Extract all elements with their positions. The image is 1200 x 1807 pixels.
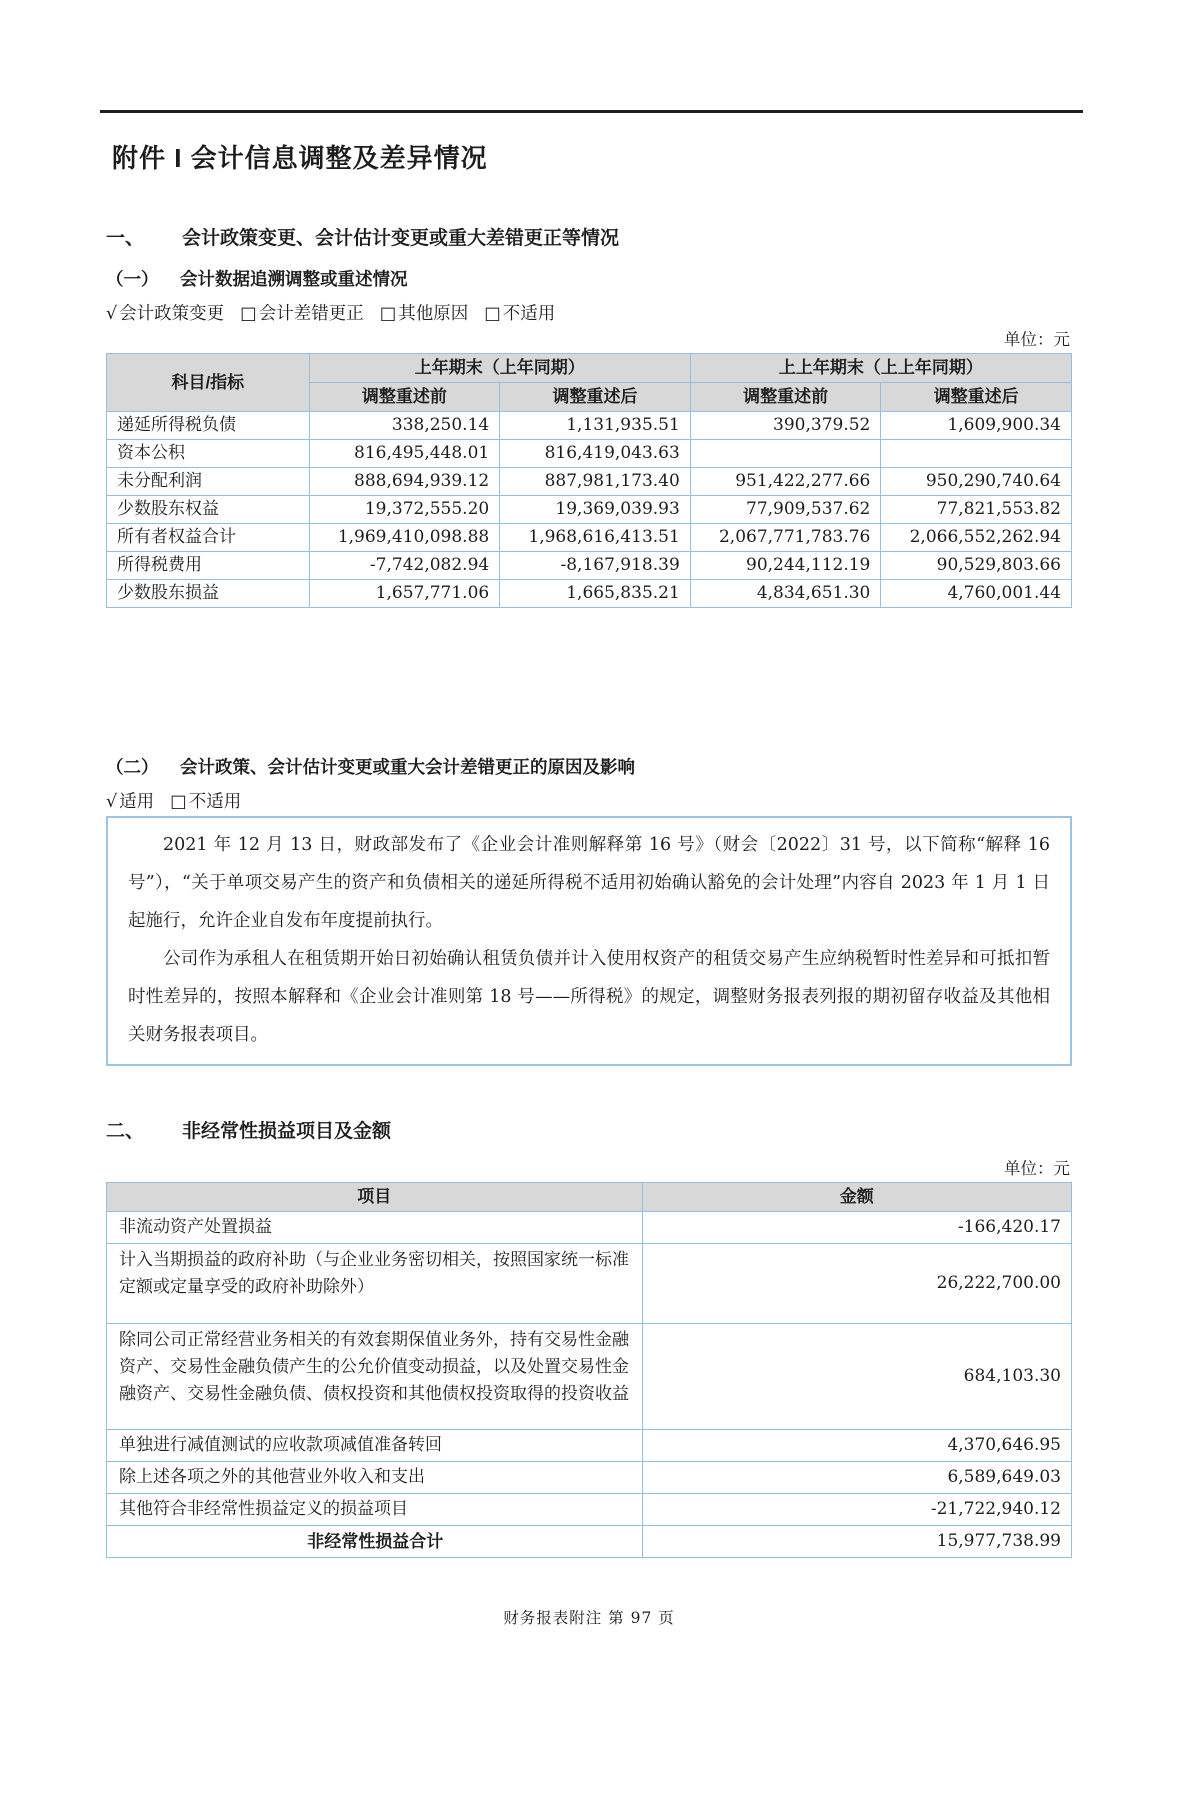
cell-value — [881, 440, 1072, 468]
option-accounting-policy-change — [106, 300, 224, 325]
cell-value: 2,067,771,783.76 — [690, 524, 881, 552]
section-2-title: 非经常性损益项目及金额 — [182, 1121, 392, 1142]
table-row — [107, 1324, 1072, 1430]
cell-value: 4,760,001.44 — [881, 580, 1072, 608]
unit-label: 单位：元 — [1004, 1159, 1070, 1178]
checked-checkbox-icon: √ — [106, 792, 118, 812]
row-label: 少数股东损益 — [107, 580, 310, 608]
column-group-year-before-prior: 上上年期末（上上年同期） — [690, 354, 1071, 383]
table-row — [107, 1462, 1072, 1494]
row-label: 资本公积 — [107, 440, 310, 468]
table-row — [107, 412, 1072, 440]
item-amount: 26,222,700.00 — [642, 1244, 1071, 1324]
total-label: 非经常性损益合计 — [107, 1526, 643, 1558]
cell-value: -7,742,082.94 — [309, 552, 500, 580]
cell-value: 816,419,043.63 — [500, 440, 691, 468]
section-2-number: 二、 — [106, 1121, 145, 1142]
option-label: 会计差错更正 — [258, 304, 364, 324]
cell-value: 390,379.52 — [690, 412, 881, 440]
table-row — [107, 440, 1072, 468]
item-label: 除上述各项之外的其他营业外收入和支出 — [107, 1462, 643, 1494]
checked-checkbox-icon: √ — [106, 304, 118, 324]
row-label: 所得税费用 — [107, 552, 310, 580]
cell-value: 887,981,173.40 — [500, 468, 691, 496]
unchecked-checkbox-icon: □ — [484, 304, 501, 324]
column-header-subject: 科目/指标 — [107, 354, 310, 412]
option-not-applicable — [484, 300, 555, 325]
cell-value: 4,834,651.30 — [690, 580, 881, 608]
cell-value: 19,372,555.20 — [309, 496, 500, 524]
table-header-row — [107, 1183, 1072, 1212]
option-label: 适用 — [119, 792, 155, 812]
cell-value: 2,066,552,262.94 — [881, 524, 1072, 552]
cell-value: 19,369,039.93 — [500, 496, 691, 524]
cell-value: 90,529,803.66 — [881, 552, 1072, 580]
option-label: 其他原因 — [398, 304, 469, 324]
table-row — [107, 468, 1072, 496]
item-label: 非流动资产处置损益 — [107, 1212, 643, 1244]
header-rule — [100, 110, 1083, 113]
cell-value: 1,969,410,098.88 — [309, 524, 500, 552]
restatement-table — [106, 353, 1072, 608]
section-1-title: 会计政策变更、会计估计变更或重大差错更正等情况 — [182, 228, 620, 249]
explanation-paragraph: 公司作为承租人在租赁期开始日初始确认租赁负债并计入使用权资产的租赁交易产生应纳税暂时性差异和可抵扣暂时性差异的，按照本解释和《企业会计准则第 18 号——所得税》的规定，调整财务报表列报的期初留存收益及其他相关财务报表项目。 — [128, 949, 1050, 1045]
item-amount: -166,420.17 — [642, 1212, 1071, 1244]
row-label: 少数股东权益 — [107, 496, 310, 524]
cell-value: -8,167,918.39 — [500, 552, 691, 580]
column-header-before-restatement: 调整重述前 — [309, 383, 500, 412]
table-row — [107, 496, 1072, 524]
cell-value: 1,968,616,413.51 — [500, 524, 691, 552]
explanation-paragraph: 2021 年 12 月 13 日，财政部发布了《企业会计准则解释第 16 号》（财会〔2022〕31 号，以下简称“解释 16 号”），“关于单项交易产生的资产和负债相关的递延所得税不适用初始确认豁免的会计处理”内容自 2023 年 1 月 1 日起施行，允许企业自发布年度提前执行。 — [128, 835, 1050, 931]
cell-value: 950,290,740.64 — [881, 468, 1072, 496]
row-label: 未分配利润 — [107, 468, 310, 496]
item-amount: 4,370,646.95 — [642, 1430, 1071, 1462]
unchecked-checkbox-icon: □ — [379, 304, 397, 324]
cell-value: 888,694,939.12 — [309, 468, 500, 496]
option-accounting-error-correction — [240, 300, 364, 325]
cell-value: 1,665,835.21 — [500, 580, 691, 608]
option-applicable — [106, 788, 154, 813]
column-header-after-restatement: 调整重述后 — [881, 383, 1072, 412]
table-row — [107, 524, 1072, 552]
option-label: 会计政策变更 — [119, 304, 225, 324]
section-1-2-number: （二） — [106, 757, 159, 777]
section-2-heading — [106, 1116, 1072, 1143]
item-label: 计入当期损益的政府补助（与企业业务密切相关，按照国家统一标准定额或定量享受的政府补助除外） — [107, 1244, 643, 1324]
section-1-1-heading — [106, 266, 1072, 291]
cell-value: 951,422,277.66 — [690, 468, 881, 496]
option-label: 不适用 — [188, 792, 242, 812]
applicability-options — [106, 788, 1072, 813]
section-1-2-heading — [106, 754, 1072, 779]
option-label: 不适用 — [502, 304, 556, 324]
cell-value: 77,821,553.82 — [881, 496, 1072, 524]
item-amount: 684,103.30 — [642, 1324, 1071, 1430]
document-page — [106, 110, 1072, 1628]
row-label: 所有者权益合计 — [107, 524, 310, 552]
section-1-2-title: 会计政策、会计估计变更或重大会计差错更正的原因及影响 — [180, 757, 635, 777]
section-1-heading — [106, 223, 1072, 250]
row-label: 递延所得税负债 — [107, 412, 310, 440]
table-total-row — [107, 1526, 1072, 1558]
option-other-reason — [380, 300, 469, 325]
table-row — [107, 1212, 1072, 1244]
table-row — [107, 1244, 1072, 1324]
section-1-number: 一、 — [106, 228, 145, 249]
cell-value: 90,244,112.19 — [690, 552, 881, 580]
column-header-after-restatement: 调整重述后 — [500, 383, 691, 412]
policy-change-options — [106, 300, 1072, 325]
cell-value: 1,609,900.34 — [881, 412, 1072, 440]
table-row — [107, 552, 1072, 580]
table-group-header-row — [107, 354, 1072, 383]
unchecked-checkbox-icon: □ — [170, 792, 187, 812]
page-footer: 财务报表附注 第 97 页 — [503, 1609, 675, 1627]
item-label: 其他符合非经常性损益定义的损益项目 — [107, 1494, 643, 1526]
column-header-item: 项目 — [107, 1183, 643, 1212]
cell-value: 338,250.14 — [309, 412, 500, 440]
total-amount: 15,977,738.99 — [642, 1526, 1071, 1558]
section-1-1-title: 会计数据追溯调整或重述情况 — [180, 269, 408, 289]
item-amount: -21,722,940.12 — [642, 1494, 1071, 1526]
item-label: 单独进行减值测试的应收款项减值准备转回 — [107, 1430, 643, 1462]
page-title: 附件 I 会计信息调整及差异情况 — [112, 143, 488, 173]
column-group-prior-year: 上年期末（上年同期） — [309, 354, 690, 383]
item-label: 除同公司正常经营业务相关的有效套期保值业务外，持有交易性金融资产、交易性金融负债产生的公允价值变动损益，以及处置交易性金融资产、交易性金融负债、债权投资和其他债权投资取得的投资收益 — [107, 1324, 643, 1430]
unchecked-checkbox-icon: □ — [240, 304, 257, 324]
section-1-1-number: （一） — [106, 269, 159, 289]
table-row — [107, 580, 1072, 608]
column-header-amount: 金额 — [642, 1183, 1071, 1212]
table-row — [107, 1430, 1072, 1462]
option-not-applicable — [170, 788, 241, 813]
explanation-text-box — [106, 816, 1072, 1066]
cell-value: 816,495,448.01 — [309, 440, 500, 468]
cell-value: 77,909,537.62 — [690, 496, 881, 524]
cell-value: 1,657,771.06 — [309, 580, 500, 608]
cell-value — [690, 440, 881, 468]
unit-label: 单位：元 — [1004, 330, 1070, 349]
table-row — [107, 1494, 1072, 1526]
non-recurring-items-table — [106, 1182, 1072, 1558]
column-header-before-restatement: 调整重述前 — [690, 383, 881, 412]
item-amount: 6,589,649.03 — [642, 1462, 1071, 1494]
cell-value: 1,131,935.51 — [500, 412, 691, 440]
